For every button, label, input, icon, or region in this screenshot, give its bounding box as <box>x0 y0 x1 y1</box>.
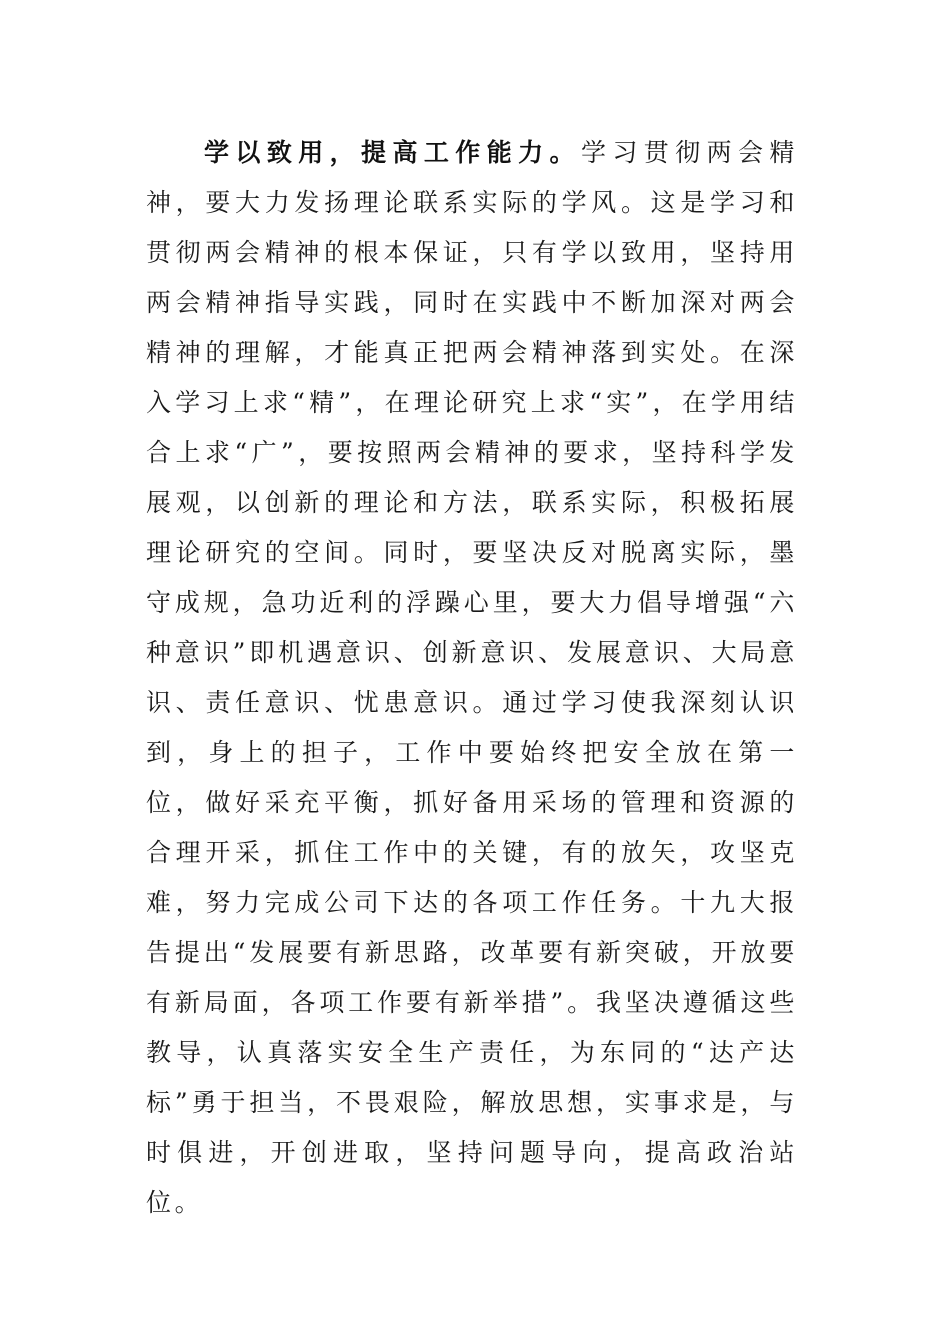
paragraph-lead-heading: 学以致用，提高工作能力。 <box>204 138 581 167</box>
paragraph-body-text: 学习贯彻两会精神，要大力发扬理论联系实际的学风。这是学习和贯彻两会精神的根本保证，只有学以致用，坚持用两会精神指导实践，同时在实践中不断加深对两会精神的理解，才能真正把两会精神落到实处。在深入学习上求“精”，在理论研究上求“实”，在学用结合上求“广”，要按照两会精神的要求，坚持科学发展观，以创新的理论和方法，联系实际，积极拓展理论研究的空间。同时，要坚决反对脱离实际，墨守成规，急功近利的浮躁心里，要大力倡导增强“六种意识”即机遇意识、创新意识、发展意识、大局意识、责任意识、忧患意识。通过学习使我深刻认识到，身上的担子，工作中要始终把安全放在第一位，做好采充平衡，抓好备用采场的管理和资源的合理开采，抓住工作中的关键，有的放矢，攻坚克难，努力完成公司下达的各项工作任务。十九大报告提出“发展要有新思路，改革要有新突破，开放要有新局面，各项工作要有新举措”。我坚决遵循这些教导，认真落实安全生产责任，为东同的“达产达标”勇于担当，不畏艰险，解放思想，实事求是，与时俱进，开创进取，坚持问题导向，提高政治站位。 <box>146 138 799 1217</box>
body-paragraph <box>146 128 798 1228</box>
